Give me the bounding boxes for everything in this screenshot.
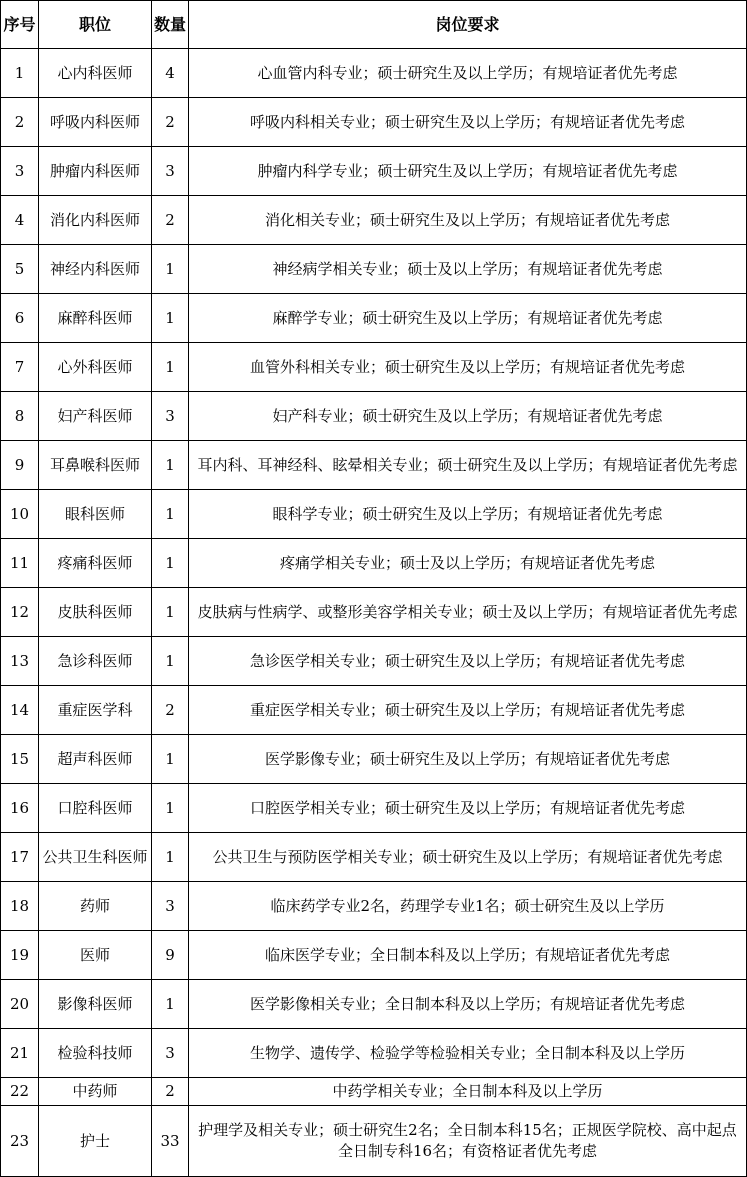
cell-position: 呼吸内科医师 — [39, 98, 152, 147]
header-position: 职位 — [39, 1, 152, 49]
cell-index: 11 — [1, 539, 39, 588]
cell-requirements: 临床医学专业；全日制本科及以上学历；有规培证者优先考虑 — [189, 931, 747, 980]
cell-count: 1 — [152, 980, 189, 1029]
cell-index: 9 — [1, 441, 39, 490]
cell-requirements: 皮肤病与性病学、或整形美容学相关专业；硕士及以上学历；有规培证者优先考虑 — [189, 588, 747, 637]
cell-count: 4 — [152, 49, 189, 98]
cell-position: 麻醉科医师 — [39, 294, 152, 343]
cell-index: 6 — [1, 294, 39, 343]
cell-index: 15 — [1, 735, 39, 784]
cell-index: 18 — [1, 882, 39, 931]
cell-index: 7 — [1, 343, 39, 392]
cell-position: 药师 — [39, 882, 152, 931]
header-count: 数量 — [152, 1, 189, 49]
cell-requirements: 公共卫生与预防医学相关专业；硕士研究生及以上学历；有规培证者优先考虑 — [189, 833, 747, 882]
cell-count: 9 — [152, 931, 189, 980]
cell-position: 护士 — [39, 1106, 152, 1177]
cell-position: 中药师 — [39, 1078, 152, 1106]
cell-position: 疼痛科医师 — [39, 539, 152, 588]
cell-count: 33 — [152, 1106, 189, 1177]
cell-requirements: 急诊医学相关专业；硕士研究生及以上学历；有规培证者优先考虑 — [189, 637, 747, 686]
header-row — [1, 1, 747, 49]
table-row — [1, 245, 747, 294]
cell-requirements: 医学影像相关专业；全日制本科及以上学历；有规培证者优先考虑 — [189, 980, 747, 1029]
table-row — [1, 294, 747, 343]
cell-requirements: 口腔医学相关专业；硕士研究生及以上学历；有规培证者优先考虑 — [189, 784, 747, 833]
cell-requirements: 重症医学相关专业；硕士研究生及以上学历；有规培证者优先考虑 — [189, 686, 747, 735]
cell-index: 16 — [1, 784, 39, 833]
table-row — [1, 784, 747, 833]
table-row — [1, 833, 747, 882]
cell-count: 1 — [152, 343, 189, 392]
cell-position: 重症医学科 — [39, 686, 152, 735]
cell-count: 1 — [152, 735, 189, 784]
cell-count: 3 — [152, 1029, 189, 1078]
cell-requirements: 神经病学相关专业；硕士及以上学历；有规培证者优先考虑 — [189, 245, 747, 294]
cell-count: 1 — [152, 588, 189, 637]
cell-position: 妇产科医师 — [39, 392, 152, 441]
cell-requirements: 血管外科相关专业；硕士研究生及以上学历；有规培证者优先考虑 — [189, 343, 747, 392]
cell-index: 20 — [1, 980, 39, 1029]
cell-requirements: 呼吸内科相关专业；硕士研究生及以上学历；有规培证者优先考虑 — [189, 98, 747, 147]
cell-position: 公共卫生科医师 — [39, 833, 152, 882]
table-row — [1, 1078, 747, 1106]
cell-position: 医师 — [39, 931, 152, 980]
table-body — [1, 49, 747, 1177]
cell-position: 超声科医师 — [39, 735, 152, 784]
cell-index: 10 — [1, 490, 39, 539]
cell-index: 8 — [1, 392, 39, 441]
cell-position: 神经内科医师 — [39, 245, 152, 294]
table-row — [1, 441, 747, 490]
cell-index: 5 — [1, 245, 39, 294]
cell-requirements: 眼科学专业；硕士研究生及以上学历；有规培证者优先考虑 — [189, 490, 747, 539]
cell-count: 1 — [152, 245, 189, 294]
header-index: 序号 — [1, 1, 39, 49]
cell-position: 影像科医师 — [39, 980, 152, 1029]
table-row — [1, 882, 747, 931]
cell-index: 21 — [1, 1029, 39, 1078]
table-row — [1, 637, 747, 686]
cell-count: 1 — [152, 784, 189, 833]
table-row — [1, 588, 747, 637]
cell-position: 皮肤科医师 — [39, 588, 152, 637]
cell-count: 3 — [152, 392, 189, 441]
cell-requirements: 临床药学专业2名，药理学专业1名；硕士研究生及以上学历 — [189, 882, 747, 931]
cell-position: 检验科技师 — [39, 1029, 152, 1078]
cell-count: 1 — [152, 539, 189, 588]
cell-count: 1 — [152, 833, 189, 882]
cell-index: 1 — [1, 49, 39, 98]
cell-count: 3 — [152, 882, 189, 931]
table-row — [1, 98, 747, 147]
table-row — [1, 392, 747, 441]
cell-requirements: 妇产科专业；硕士研究生及以上学历；有规培证者优先考虑 — [189, 392, 747, 441]
cell-requirements: 肿瘤内科学专业；硕士研究生及以上学历；有规培证者优先考虑 — [189, 147, 747, 196]
table-row — [1, 196, 747, 245]
cell-index: 2 — [1, 98, 39, 147]
header-requirements: 岗位要求 — [189, 1, 747, 49]
table-row — [1, 539, 747, 588]
cell-index: 19 — [1, 931, 39, 980]
table-row — [1, 735, 747, 784]
table-row — [1, 931, 747, 980]
cell-index: 3 — [1, 147, 39, 196]
cell-index: 23 — [1, 1106, 39, 1177]
cell-position: 心内科医师 — [39, 49, 152, 98]
table-row — [1, 1106, 747, 1177]
cell-position: 耳鼻喉科医师 — [39, 441, 152, 490]
cell-position: 消化内科医师 — [39, 196, 152, 245]
cell-index: 12 — [1, 588, 39, 637]
cell-requirements: 耳内科、耳神经科、眩晕相关专业；硕士研究生及以上学历；有规培证者优先考虑 — [189, 441, 747, 490]
cell-count: 1 — [152, 441, 189, 490]
cell-index: 14 — [1, 686, 39, 735]
cell-requirements: 护理学及相关专业；硕士研究生2名；全日制本科15名；正规医学院校、高中起点全日制专科16名；有资格证者优先考虑 — [189, 1106, 747, 1177]
cell-count: 2 — [152, 686, 189, 735]
cell-requirements: 医学影像专业；硕士研究生及以上学历；有规培证者优先考虑 — [189, 735, 747, 784]
cell-position: 肿瘤内科医师 — [39, 147, 152, 196]
table-row — [1, 980, 747, 1029]
cell-index: 17 — [1, 833, 39, 882]
cell-count: 3 — [152, 147, 189, 196]
cell-requirements: 中药学相关专业；全日制本科及以上学历 — [189, 1078, 747, 1106]
cell-requirements: 疼痛学相关专业；硕士及以上学历；有规培证者优先考虑 — [189, 539, 747, 588]
table-row — [1, 686, 747, 735]
cell-count: 2 — [152, 98, 189, 147]
cell-position: 眼科医师 — [39, 490, 152, 539]
cell-count: 1 — [152, 637, 189, 686]
cell-count: 1 — [152, 294, 189, 343]
table-row — [1, 1029, 747, 1078]
table-row — [1, 490, 747, 539]
cell-position: 急诊科医师 — [39, 637, 152, 686]
cell-requirements: 麻醉学专业；硕士研究生及以上学历；有规培证者优先考虑 — [189, 294, 747, 343]
cell-count: 2 — [152, 196, 189, 245]
table-row — [1, 147, 747, 196]
cell-index: 4 — [1, 196, 39, 245]
cell-requirements: 生物学、遗传学、检验学等检验相关专业；全日制本科及以上学历 — [189, 1029, 747, 1078]
cell-requirements: 消化相关专业；硕士研究生及以上学历；有规培证者优先考虑 — [189, 196, 747, 245]
cell-index: 22 — [1, 1078, 39, 1106]
cell-position: 口腔科医师 — [39, 784, 152, 833]
table-row — [1, 343, 747, 392]
cell-count: 2 — [152, 1078, 189, 1106]
cell-requirements: 心血管内科专业；硕士研究生及以上学历；有规培证者优先考虑 — [189, 49, 747, 98]
cell-position: 心外科医师 — [39, 343, 152, 392]
cell-index: 13 — [1, 637, 39, 686]
cell-count: 1 — [152, 490, 189, 539]
table-row — [1, 49, 747, 98]
